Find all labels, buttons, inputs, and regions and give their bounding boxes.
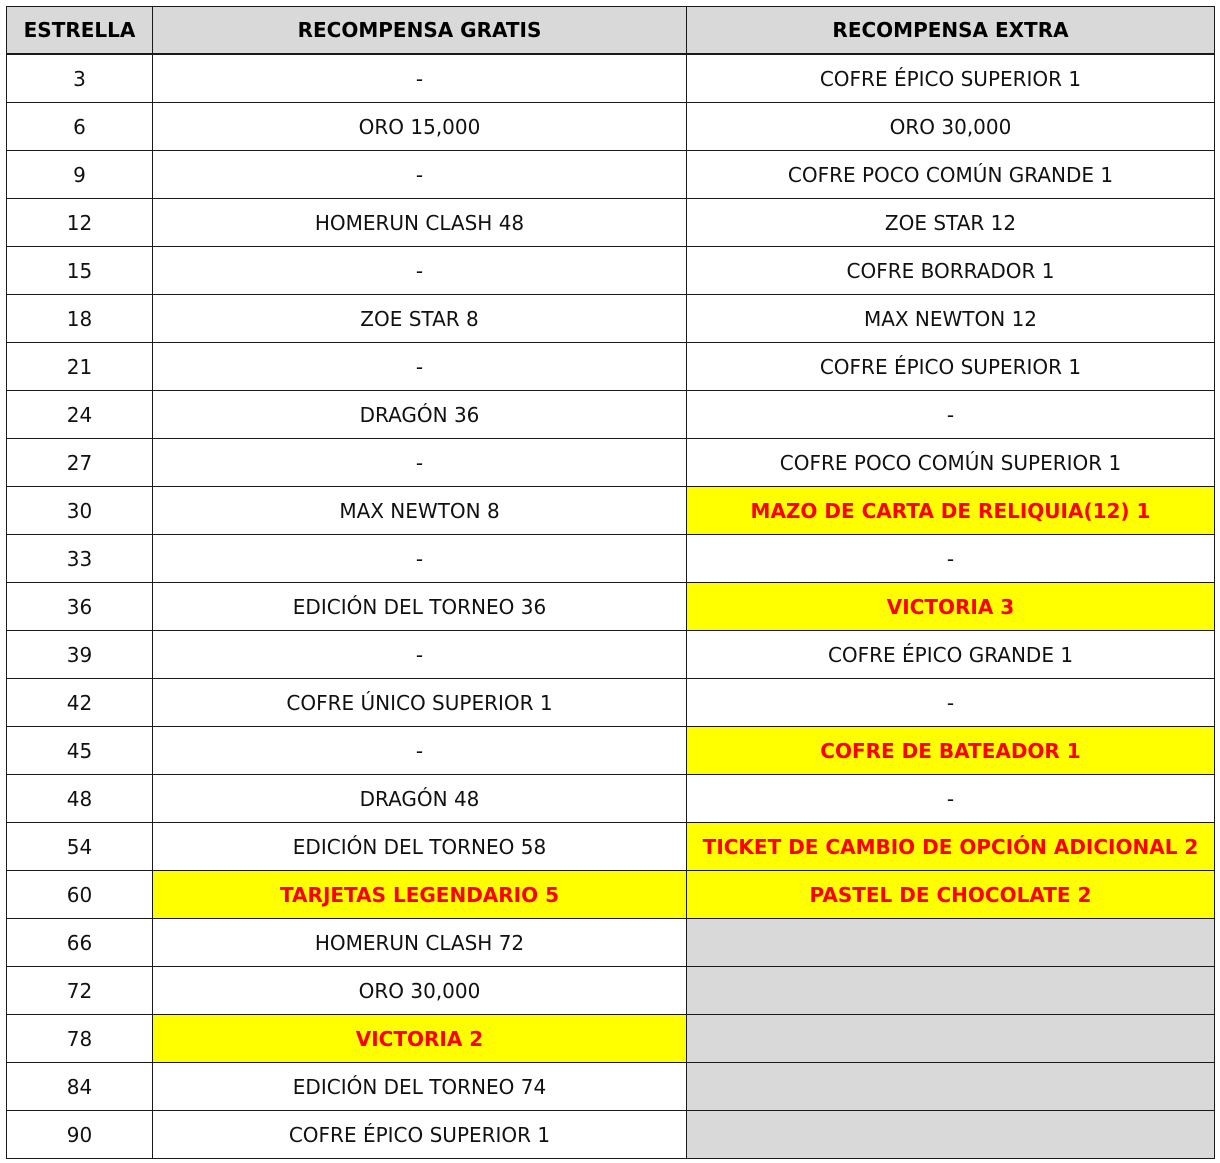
table-row: [7, 247, 1215, 295]
free-reward-cell: DRAGÓN 36: [153, 391, 687, 439]
table-row: [7, 151, 1215, 199]
table-row: [7, 1063, 1215, 1111]
reward-table: [6, 6, 1215, 1159]
table-row: [7, 487, 1215, 535]
star-cell: 39: [7, 631, 153, 679]
extra-reward-cell: -: [687, 679, 1215, 727]
star-cell: 15: [7, 247, 153, 295]
extra-reward-cell: COFRE POCO COMÚN SUPERIOR 1: [687, 439, 1215, 487]
free-reward-cell: -: [153, 151, 687, 199]
extra-reward-cell: VICTORIA 3: [687, 583, 1215, 631]
header-recompensa-gratis: RECOMPENSA GRATIS: [153, 7, 687, 55]
extra-reward-cell: ZOE STAR 12: [687, 199, 1215, 247]
table-row: [7, 583, 1215, 631]
table-row: [7, 391, 1215, 439]
free-reward-cell: TARJETAS LEGENDARIO 5: [153, 871, 687, 919]
extra-reward-cell: MAZO DE CARTA DE RELIQUIA(12) 1: [687, 487, 1215, 535]
star-cell: 54: [7, 823, 153, 871]
extra-reward-cell: -: [687, 535, 1215, 583]
free-reward-cell: -: [153, 631, 687, 679]
star-cell: 3: [7, 54, 153, 103]
table-row: [7, 631, 1215, 679]
free-reward-cell: -: [153, 247, 687, 295]
free-reward-cell: -: [153, 343, 687, 391]
star-cell: 78: [7, 1015, 153, 1063]
table-row: [7, 823, 1215, 871]
table-row: [7, 54, 1215, 103]
extra-reward-cell: COFRE DE BATEADOR 1: [687, 727, 1215, 775]
free-reward-cell: ORO 30,000: [153, 967, 687, 1015]
star-cell: 27: [7, 439, 153, 487]
free-reward-cell: DRAGÓN 48: [153, 775, 687, 823]
extra-reward-cell: TICKET DE CAMBIO DE OPCIÓN ADICIONAL 2: [687, 823, 1215, 871]
star-cell: 66: [7, 919, 153, 967]
free-reward-cell: VICTORIA 2: [153, 1015, 687, 1063]
free-reward-cell: EDICIÓN DEL TORNEO 74: [153, 1063, 687, 1111]
table-row: [7, 775, 1215, 823]
table-row: [7, 1111, 1215, 1159]
free-reward-cell: EDICIÓN DEL TORNEO 36: [153, 583, 687, 631]
table-row: [7, 871, 1215, 919]
table-row: [7, 727, 1215, 775]
table-row: [7, 343, 1215, 391]
table-row: [7, 295, 1215, 343]
extra-reward-cell: COFRE ÉPICO GRANDE 1: [687, 631, 1215, 679]
extra-reward-empty-cell: [687, 1015, 1215, 1063]
extra-reward-cell: COFRE ÉPICO SUPERIOR 1: [687, 343, 1215, 391]
extra-reward-cell: COFRE BORRADOR 1: [687, 247, 1215, 295]
free-reward-cell: -: [153, 727, 687, 775]
extra-reward-cell: ORO 30,000: [687, 103, 1215, 151]
table-row: [7, 919, 1215, 967]
star-cell: 33: [7, 535, 153, 583]
star-cell: 36: [7, 583, 153, 631]
extra-reward-empty-cell: [687, 919, 1215, 967]
table-row: [7, 679, 1215, 727]
free-reward-cell: COFRE ÚNICO SUPERIOR 1: [153, 679, 687, 727]
star-cell: 90: [7, 1111, 153, 1159]
star-cell: 48: [7, 775, 153, 823]
free-reward-cell: -: [153, 54, 687, 103]
free-reward-cell: -: [153, 439, 687, 487]
star-cell: 9: [7, 151, 153, 199]
extra-reward-cell: COFRE POCO COMÚN GRANDE 1: [687, 151, 1215, 199]
star-cell: 21: [7, 343, 153, 391]
free-reward-cell: HOMERUN CLASH 48: [153, 199, 687, 247]
table-row: [7, 1015, 1215, 1063]
free-reward-cell: ORO 15,000: [153, 103, 687, 151]
extra-reward-cell: PASTEL DE CHOCOLATE 2: [687, 871, 1215, 919]
extra-reward-empty-cell: [687, 967, 1215, 1015]
free-reward-cell: COFRE ÉPICO SUPERIOR 1: [153, 1111, 687, 1159]
free-reward-cell: -: [153, 535, 687, 583]
star-cell: 45: [7, 727, 153, 775]
header-recompensa-extra: RECOMPENSA EXTRA: [687, 7, 1215, 55]
header-row: [7, 7, 1215, 55]
table-body: [7, 54, 1215, 1159]
star-cell: 18: [7, 295, 153, 343]
table-row: [7, 199, 1215, 247]
star-cell: 84: [7, 1063, 153, 1111]
table-row: [7, 103, 1215, 151]
free-reward-cell: MAX NEWTON 8: [153, 487, 687, 535]
extra-reward-empty-cell: [687, 1063, 1215, 1111]
table-row: [7, 535, 1215, 583]
extra-reward-cell: COFRE ÉPICO SUPERIOR 1: [687, 54, 1215, 103]
free-reward-cell: HOMERUN CLASH 72: [153, 919, 687, 967]
star-cell: 60: [7, 871, 153, 919]
free-reward-cell: ZOE STAR 8: [153, 295, 687, 343]
free-reward-cell: EDICIÓN DEL TORNEO 58: [153, 823, 687, 871]
star-cell: 12: [7, 199, 153, 247]
extra-reward-cell: MAX NEWTON 12: [687, 295, 1215, 343]
table-row: [7, 439, 1215, 487]
star-cell: 6: [7, 103, 153, 151]
star-cell: 24: [7, 391, 153, 439]
table-row: [7, 967, 1215, 1015]
extra-reward-cell: -: [687, 391, 1215, 439]
header-estrella: ESTRELLA: [7, 7, 153, 55]
star-cell: 42: [7, 679, 153, 727]
star-cell: 30: [7, 487, 153, 535]
star-cell: 72: [7, 967, 153, 1015]
extra-reward-empty-cell: [687, 1111, 1215, 1159]
extra-reward-cell: -: [687, 775, 1215, 823]
